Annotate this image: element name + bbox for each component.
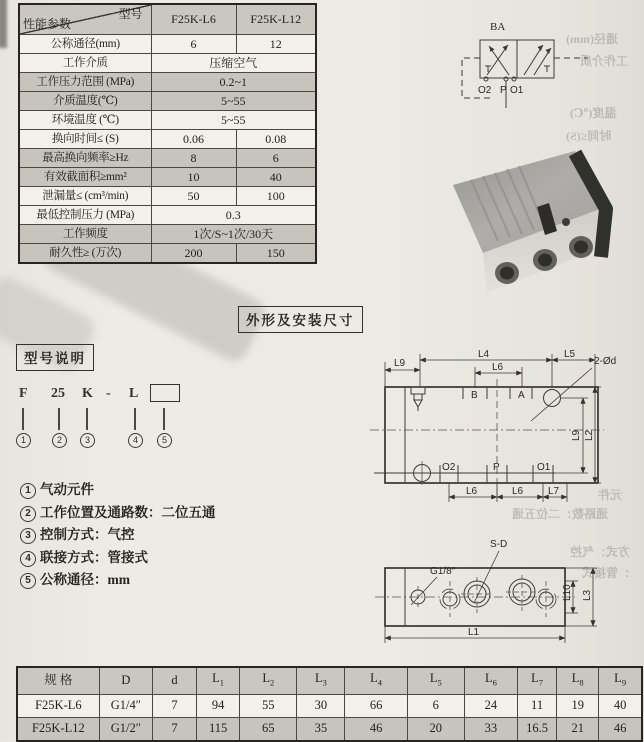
spec-row: [19, 54, 316, 73]
spec-header-row: [19, 4, 316, 35]
spec-model-col-2: F25K-L12: [236, 4, 316, 35]
spec-row: [19, 187, 316, 206]
spec-value: 0.3: [151, 206, 316, 225]
dim-cell: 46: [345, 717, 407, 741]
code-part: K: [82, 386, 93, 401]
code-part: 25: [51, 386, 65, 401]
dim-cell: 66: [345, 694, 407, 717]
dim-cell: 55: [240, 694, 297, 717]
spec-row: [19, 225, 316, 244]
bleed-text: 方式：气控: [570, 545, 631, 559]
dim-l9-right: L9: [571, 429, 582, 441]
dim-l6-top: L6: [492, 362, 504, 373]
model-note: [20, 479, 216, 502]
callout-g18: G1/8″: [430, 566, 456, 577]
dim-col-header: D: [99, 667, 152, 694]
model-note: [20, 502, 216, 525]
spec-row-label: 环境温度 (℃): [19, 111, 151, 130]
dim-col-header: $L_9$: [599, 667, 642, 694]
dim-col-header: $L_2$: [240, 667, 297, 694]
model-note: [20, 547, 216, 570]
note-number: 3: [20, 528, 36, 544]
dim-row-model: F25K-L12: [17, 717, 99, 741]
port-label-o2: O2: [442, 462, 456, 473]
bleed-text: 工作介质: [580, 54, 629, 68]
dim-col-header: $L_6$: [464, 667, 517, 694]
note-text: 联接方式：管接式: [40, 549, 148, 565]
dim-cell: 94: [197, 694, 240, 717]
bleed-text: 通路数：二位五通: [512, 507, 609, 521]
dim-table: [16, 666, 643, 742]
spec-row: [19, 92, 316, 111]
callout-sd: S-D: [490, 539, 508, 550]
dim-cell: 6: [407, 694, 464, 717]
note-text: 气动元件: [40, 482, 94, 497]
code-part: L: [129, 386, 139, 401]
spec-row-label: 工作压力范围 (MPa): [19, 73, 151, 92]
valve-symbol-diagram: [440, 12, 610, 112]
spec-row: [19, 111, 316, 130]
spec-value: 200: [151, 244, 236, 264]
dim-col-header: $L_4$: [345, 667, 407, 694]
port-label-b: B: [471, 390, 478, 401]
spec-row-label: 工作介质: [19, 54, 151, 73]
dim-cell: 7: [152, 694, 196, 717]
code-box: [150, 384, 180, 402]
spec-row: [19, 168, 316, 187]
port-label-o1: O1: [537, 462, 551, 473]
model-notes: [20, 479, 216, 592]
dim-col-header: $L_8$: [557, 667, 599, 694]
code-number: 5: [157, 433, 172, 448]
note-number: 5: [20, 573, 36, 589]
spec-value: 压缩空气: [151, 54, 316, 73]
spec-value: 50: [151, 187, 236, 206]
spec-value: 5~55: [151, 111, 316, 130]
note-text: 公称通径：mm: [40, 572, 130, 587]
spec-value: 0.2~1: [151, 73, 316, 92]
bleed-text: 温度(℃): [570, 106, 617, 120]
spec-row-label: 耐久性≥ (万次): [19, 244, 151, 264]
dim-hole-callout: 2-Ød: [594, 356, 617, 367]
dim-row-model: F25K-L6: [17, 694, 99, 717]
dim-cell: 19: [557, 694, 599, 717]
dim-cell: 7: [152, 717, 196, 741]
dim-cell: 46: [599, 717, 642, 741]
corner-param-label: 性能参数: [23, 17, 72, 31]
code-part: F: [19, 386, 28, 401]
spec-value: 8: [151, 149, 236, 168]
symbol-port-o2: O2: [478, 85, 492, 96]
dim-row: [17, 717, 642, 741]
spec-row-label: 有效截面积≥mm²: [19, 168, 151, 187]
model-section-title: 型号说明: [16, 344, 94, 371]
spec-row: [19, 244, 316, 264]
dim-col-header: $L_5$: [407, 667, 464, 694]
spec-value: 40: [236, 168, 316, 187]
dim-cell: 33: [464, 717, 517, 741]
spec-row: [19, 35, 316, 54]
pilot-fitting: [411, 387, 425, 411]
spec-row-label: 最低控制压力 (MPa): [19, 206, 151, 225]
spec-corner-cell: [19, 4, 151, 35]
symbol-port-p: P: [500, 85, 507, 96]
code-number: 4: [128, 433, 143, 448]
dim-col-header: d: [152, 667, 196, 694]
spec-value: 0.06: [151, 130, 236, 149]
spec-value: 150: [236, 244, 316, 264]
model-note: [20, 569, 216, 592]
valve-photo: [425, 145, 625, 300]
spec-row: [19, 130, 316, 149]
note-text: 工作位置及通路数：二位五通: [40, 504, 216, 520]
dim-col-header: $L_1$: [197, 667, 240, 694]
spec-value: 1次/S~1次/30天: [151, 225, 316, 244]
spec-value: 5~55: [151, 92, 316, 111]
spec-row-label: 最高换向频率≥Hz: [19, 149, 151, 168]
bleed-text: 时间≤(S): [566, 129, 612, 143]
dim-l6-bottom1: L6: [466, 486, 478, 497]
symbol-title: BA: [490, 21, 506, 33]
spec-value: 12: [236, 35, 316, 54]
dim-cell: 40: [599, 694, 642, 717]
note-number: 4: [20, 551, 36, 567]
port-label-p: P: [493, 462, 500, 473]
spec-model-col-1: F25K-L6: [151, 4, 236, 35]
dim-l10: L10: [562, 584, 573, 601]
note-text: 控制方式：气控: [40, 527, 135, 542]
spec-row-label: 公称通径(mm): [19, 35, 151, 54]
outline-section-title: 外形及安装尺寸: [238, 306, 363, 333]
dim-cell: 30: [297, 694, 345, 717]
spec-row: [19, 149, 316, 168]
dim-l3: L3: [582, 589, 593, 601]
dim-l1: L1: [468, 627, 480, 638]
dim-col-header: 规 格: [17, 667, 99, 694]
code-number: 3: [80, 433, 95, 448]
spec-row-label: 泄漏量≤ (cm³/min): [19, 187, 151, 206]
spec-row: [19, 206, 316, 225]
dim-header-row: [17, 667, 642, 694]
dim-col-header: $L_7$: [518, 667, 557, 694]
bleed-text: ：管接式: [582, 566, 631, 580]
dim-row: [17, 694, 642, 717]
port-label-a: A: [518, 390, 525, 401]
corner-model-label: 型号: [118, 7, 143, 21]
spec-value: 10: [151, 168, 236, 187]
dim-l7: L7: [548, 486, 560, 497]
dim-l6-bottom2: L6: [512, 486, 524, 497]
outline-drawing-front: [375, 533, 644, 663]
note-number: 1: [20, 483, 36, 499]
dim-cell: 115: [197, 717, 240, 741]
spec-row-label: 介质温度(℃): [19, 92, 151, 111]
spec-table: [18, 3, 317, 264]
spec-value: 0.08: [236, 130, 316, 149]
dim-cell: 11: [518, 694, 557, 717]
dim-col-header: $L_3$: [297, 667, 345, 694]
dim-l4: L4: [478, 349, 490, 360]
outline-drawing-top: [368, 346, 644, 518]
code-number: 1: [16, 433, 31, 448]
spec-row-label: 换向时间≤ (S): [19, 130, 151, 149]
spec-value: 100: [236, 187, 316, 206]
scan-smudge: [0, 0, 7, 48]
bleed-text: 通径(mm): [566, 32, 618, 46]
code-part: -: [106, 386, 111, 401]
dim-cell: 24: [464, 694, 517, 717]
dim-cell: 35: [297, 717, 345, 741]
dim-cell: G1/2″: [99, 717, 152, 741]
dim-cell: 20: [407, 717, 464, 741]
note-number: 2: [20, 506, 36, 522]
code-number: 2: [52, 433, 67, 448]
dim-cell: 16.5: [518, 717, 557, 741]
spec-value: 6: [151, 35, 236, 54]
dim-l9-top: L9: [394, 358, 406, 369]
spec-value: 6: [236, 149, 316, 168]
dim-cell: 65: [240, 717, 297, 741]
spec-row-label: 工作频度: [19, 225, 151, 244]
dim-l2: L2: [584, 429, 595, 441]
bleed-text: 元件: [598, 488, 623, 502]
dim-cell: G1/4″: [99, 694, 152, 717]
model-note: [20, 524, 216, 547]
dim-l5: L5: [564, 349, 576, 360]
dim-cell: 21: [557, 717, 599, 741]
spec-row: [19, 73, 316, 92]
symbol-port-o1: O1: [510, 85, 524, 96]
